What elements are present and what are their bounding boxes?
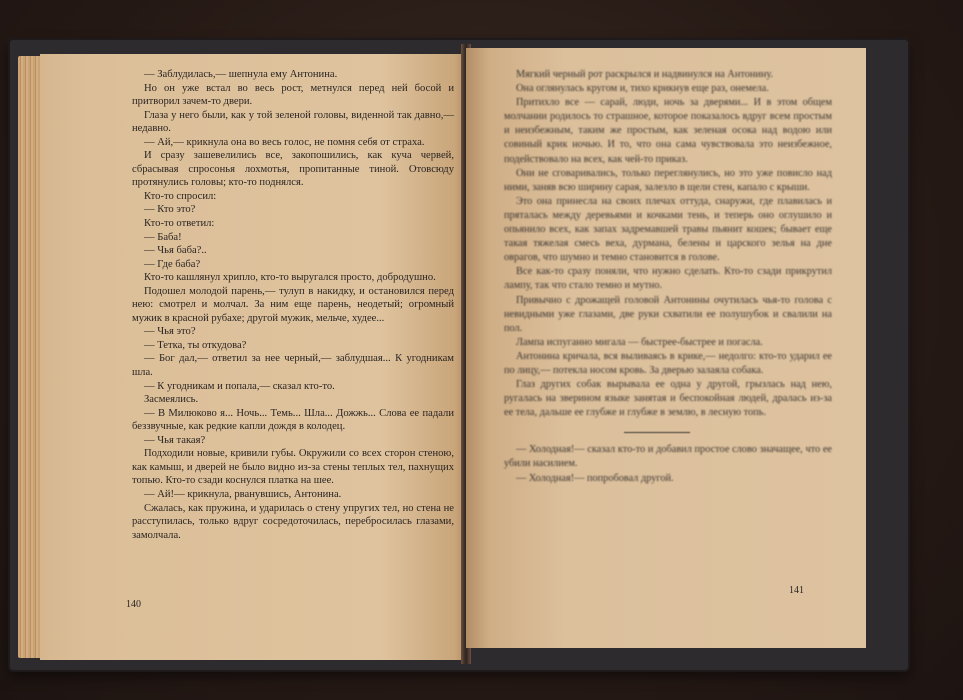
paragraph: Засмеялись. bbox=[144, 394, 199, 406]
paragraph: Она оглянулась кругом и, тихо крикнув еще раз, онемела. bbox=[516, 83, 769, 95]
paragraph: Но он уже встал во весь рост, метнулся перед ней босой и притворил зачем-то двери. bbox=[132, 82, 454, 108]
right-page-number: 141 bbox=[789, 585, 804, 596]
paragraph: — Тетка, ты откудова? bbox=[144, 339, 247, 351]
paragraph: Сжалась, как пружина, и ударилась о стену упругих тел, но стена не расступилась, только вдруг сосредоточилась, перебросилась глазами, замолчала. bbox=[132, 502, 454, 541]
left-page-number: 140 bbox=[126, 599, 141, 610]
section-divider bbox=[624, 432, 690, 433]
paragraph: Они не сговаривались, только переглянулись, но это уже повисло над ними, заняв всю ширину сарая, залезло в щели стен, капало с крыши. bbox=[504, 167, 832, 193]
paragraph: Кто-то ответил: bbox=[144, 218, 215, 230]
paragraph: — Бог дал,— ответил за нее черный,— заблудшая... К угодникам шла. bbox=[132, 353, 454, 379]
paragraph: — Где баба? bbox=[144, 258, 201, 270]
paragraph: — Холодная!— попробовал другой. bbox=[516, 472, 674, 484]
paragraph: — В Милюково я... Ночь... Темь... Шла... Дожжь... Слова ее падали беззвучные, как редкие капли дождя в колодец. bbox=[132, 407, 454, 433]
paragraph: И сразу зашевелились все, закопошились, как куча червей, сбрасывая спросонья лохмотья, пропитанные тиной. Отовсюду протянулись головы; кто-то поднялся. bbox=[132, 150, 454, 189]
paragraph: — К угодникам и попала,— сказал кто-то. bbox=[144, 380, 335, 392]
paragraph: Это она принесла на своих плечах оттуда, снаружи, где плавилась и пряталась между деревьями и кочками тень, и теперь оно оглушило и опьянило всех, как запах задремавшей травы пьянит кошек; бывает еще такая тяжелая смесь веха, дурмана, белены и царского зелья на дне оврагов, что шумно и темно становится в голове. bbox=[504, 195, 832, 264]
paragraph: — Ай,— крикнула она во весь голос, не помня себя от страха. bbox=[144, 136, 425, 148]
right-page bbox=[466, 48, 866, 648]
paragraph: — Чья баба?.. bbox=[144, 245, 207, 257]
paragraph: Кто-то кашлянул хрипло, кто-то выругался просто, добродушно. bbox=[144, 272, 436, 284]
paragraph: Привычно с дрожащей головой Антонины очутилась чья-то голова с невидными уже глазами, две руки схватили ее полушубок и свалили на пол. bbox=[504, 294, 832, 334]
right-page-closing-text bbox=[504, 443, 832, 485]
left-page-text bbox=[132, 68, 454, 542]
left-page bbox=[40, 54, 468, 660]
paragraph: Мягкий черный рот раскрылся и надвинулся на Антонину. bbox=[516, 69, 774, 80]
paragraph: — Чья это? bbox=[144, 326, 196, 338]
paragraph: Подошел молодой парень,— тулуп в накидку, и остановился перед нею: смотрел и молчал. За ним еще парень, неодетый; огромный мужик в красной рубахе; другой мужик, мельче, худее... bbox=[132, 285, 454, 324]
paragraph: — Заблудилась,— шепнула ему Антонина. bbox=[144, 69, 338, 80]
paragraph: Лампа испуганно мигала — быстрее-быстрее и погасла. bbox=[516, 336, 763, 348]
paragraph: Подходили новые, кривили губы. Окружили со всех сторон стеною, как камыш, и дверей не было видно из-за стены теплых тел, пахнущих топью. Кто-то сзади коснулся платка на шее. bbox=[132, 448, 454, 487]
paragraph: — Чья такая? bbox=[144, 434, 206, 446]
paragraph: Кто-то спросил: bbox=[144, 190, 217, 202]
paragraph: — Ай!— крикнула, рванувшись, Антонина. bbox=[144, 488, 342, 500]
paragraph: Глаз других собак вырывала ее одна у другой, грызлась над нею, ругалась на зверином языке занятая и беспокойная людей, дралась из-за ее тела, дальше ее глубже и глубже в землю, в лесную топь. bbox=[504, 379, 832, 419]
paragraph: — Кто это? bbox=[144, 204, 196, 216]
paragraph: — Баба! bbox=[144, 231, 182, 243]
paragraph: Антонина кричала, вся выливаясь в крике,— недолго: кто-то ударил ее по лицу,— потекла носом кровь. За дверью залаяла собака. bbox=[504, 350, 832, 376]
paragraph: Все как-то сразу поняли, что нужно сделать. Кто-то сзади прикрутил лампу, так что стало темно и мутно. bbox=[504, 266, 832, 292]
paragraph: Притихло все — сарай, люди, ночь за дверями... И в этом общем молчании родилось то страшное, которое показалось вдруг всем простым и неизбежным, таким же простым, как зеленая осока над водою или совиный крик ночью. И то, что она сама чувствовала это неизбежное, подействовало на всех, как чей-то приказ. bbox=[504, 97, 832, 165]
paragraph: — Холодная!— сказал кто-то и добавил простое слово значащее, что ее убили насилием. bbox=[504, 444, 832, 470]
right-page-text bbox=[504, 68, 832, 420]
paragraph: Глаза у него были, как у той зеленой головы, виденной так давно,— недавно. bbox=[132, 109, 454, 135]
